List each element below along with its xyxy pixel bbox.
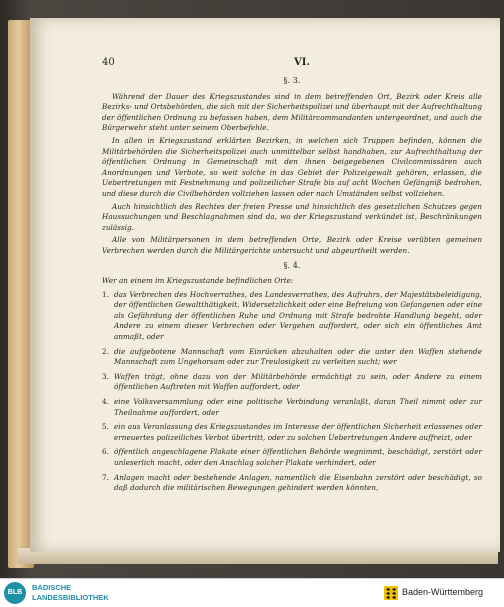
library-footer xyxy=(0,578,504,607)
item-number: 5. xyxy=(102,422,109,432)
item-text: eine Volksversammlung oder eine politische Verbindung veranlaßt, daran Theil nimmt oder zur Theilnahme auffordert, oder xyxy=(114,397,482,417)
paragraph: Auch hinsichtlich des Rechtes der freien Presse und hinsichtlich des gesetzlichen Schutzes gegen Haussuchungen und Beschlagnahmen sind da, wo der Kriegszustand verkündet ist, Beschränkungen zulässig. xyxy=(102,201,482,232)
item-text: das Verbrechen des Hochverrathes, des Landesverrathes, des Aufruhrs, der Majestätsbeleidigung, der öffentlichen Gewaltthätigkeit, Widersetzlichkeit oder eine Befreiung von Gefangenen oder eine als Gefährdung der öffentlichen Ruhe und Ordnung mit Strafe bedrohte Handlung begeht, oder Andere zu einem dieser Verbrechen oder Vergehen auffordert, oder sich ein öffentliches Amt anmaßt, oder xyxy=(114,289,482,342)
item-text: Anlagen macht oder bestehende Anlagen, namentlich die Eisenbahn zerstört oder beschädigt, so daß dadurch die militärischen Bewegungen gehindert werden könnten, xyxy=(114,472,482,493)
list-item xyxy=(102,397,482,418)
item-number: 4. xyxy=(102,397,109,407)
list-item xyxy=(102,447,482,468)
list-item xyxy=(102,473,482,494)
document-page xyxy=(30,18,500,552)
blb-logo-icon[interactable]: BLB xyxy=(4,582,26,604)
page-header xyxy=(102,58,482,72)
item-text: die aufgebotene Mannschaft vom Einrücken abzuhalten oder die unter den Waffen stehende Mannschaft zum Ungehorsam oder zur Treulosigkeit zu verleiten sucht; wer xyxy=(114,346,482,367)
list-item xyxy=(102,290,482,343)
numbered-list xyxy=(102,290,482,494)
section-intro: Wer an einem im Kriegszustande befindlichen Orte: xyxy=(102,276,294,286)
library-name[interactable] xyxy=(32,583,109,602)
paragraph: In allen in Kriegszustand erklärten Bezirken, in welchen sich Truppen befinden, können die Militärbehörden die Sicherheitspolizei auch unmittelbar selbst handhaben, zur Aufrechthaltung der öffentlichen Ordnung in Gemeinschaft mit den ihnen beigegebenen Civilcommissären auch Anordnungen und Verbote, so weit solche in das Gebiet der Polizeigewalt gehören, erlassen, die Uebertretungen mit Festnehmung und polizeilicher Strafe bis auf acht Wochen Gefängniß bedrohen, und diese durch die Civilbehörden vollziehen lassen oder nach Umständen selbst vollziehen. xyxy=(102,135,482,198)
library-name-line1: BADISCHE xyxy=(32,583,72,592)
item-number: 7. xyxy=(102,472,109,482)
page-content xyxy=(102,58,482,498)
list-item xyxy=(102,422,482,443)
paragraph: Während der Dauer des Kriegszustandes sind in dem betreffenden Ort, Bezirk oder Kreis alle Bezirks- und Ortsbehörden, die sich mit der Sicherheitspolizei und überhaupt mit der Aufrechthaltung der öffentlichen Ordnung zu befassen haben, dem Militärcommandanten untergeordnet, und auch die Bürgerwehr steht unter seinem Oberbefehle. xyxy=(102,91,482,133)
item-text: Waffen trägt, ohne dazu von der Militärbehörde ermächtigt zu sein, oder Andere zu einem öffentlichen Auftreten mit Waffen auffordert, oder xyxy=(114,371,482,392)
section-heading-4: §. 4. xyxy=(283,260,301,270)
list-item xyxy=(102,347,482,368)
page-number: 40 xyxy=(102,57,115,68)
list-item xyxy=(102,372,482,393)
item-number: 2. xyxy=(102,346,109,356)
page-marker: VI. xyxy=(294,57,311,68)
baden-wuerttemberg-lion-icon xyxy=(384,586,398,600)
item-text: öffentlich angeschlagene Plakate einer öffentlichen Behörde wegnimmt, beschädigt, zerstört oder unleserlich macht, oder den Anschlag solcher Plakate verhindert, oder xyxy=(114,447,482,467)
item-number: 1. xyxy=(102,289,109,299)
section-heading-3: §. 3. xyxy=(283,76,301,85)
paragraph: Alle von Militärpersonen in dem betreffenden Orte, Bezirk oder Kreise verübten gemeinen Verbrechen werden durch die Militärgerichte untersucht und abgeurtheilt werden. xyxy=(102,235,482,255)
item-number: 3. xyxy=(102,371,109,381)
state-name[interactable]: Baden-Württemberg xyxy=(402,587,484,597)
item-text: ein aus Veranlassung des Kriegszustandes im Interesse der öffentlichen Sicherheit erlassenes oder erneuertes polizeiliches Verbot übertritt, oder zu solchen Uebertretungen Andere auffreizt, oder xyxy=(114,422,482,442)
item-number: 6. xyxy=(102,447,109,457)
library-name-line2: LANDESBIBLIOTHEK xyxy=(32,592,109,602)
